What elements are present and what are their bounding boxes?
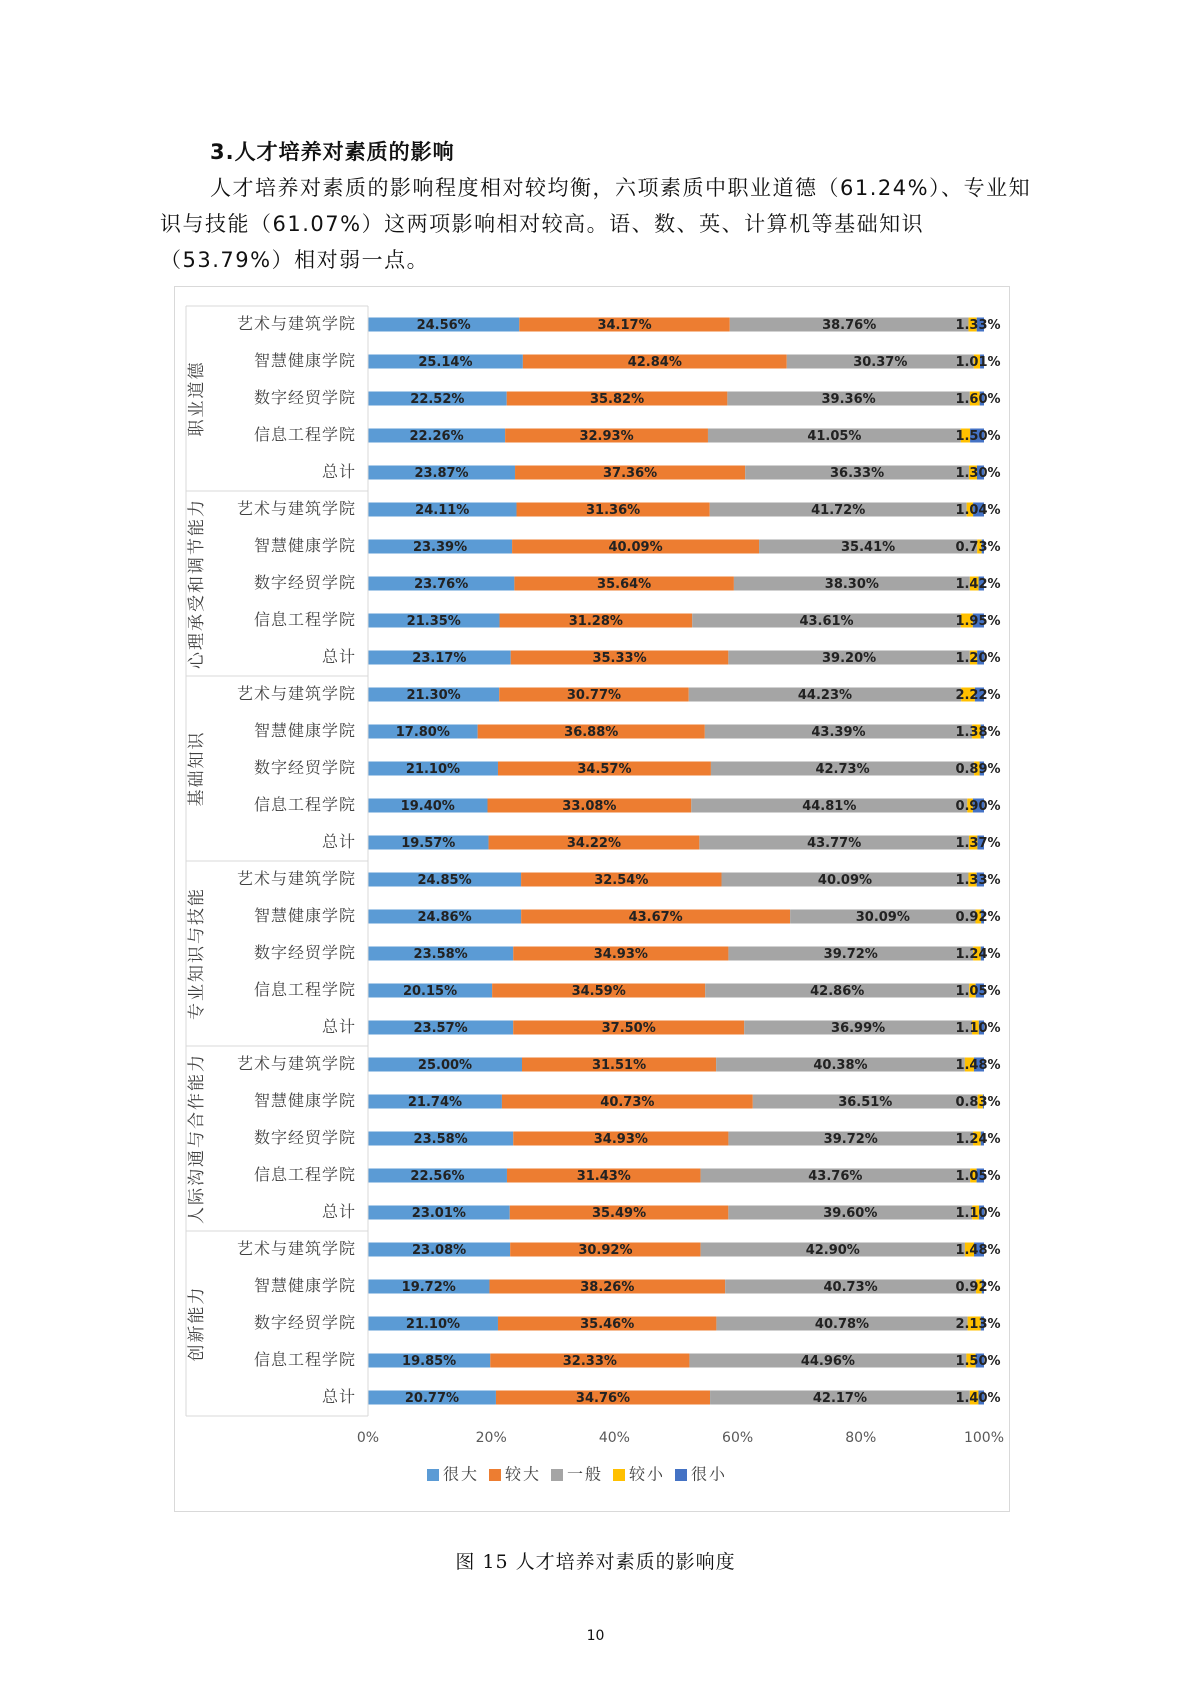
group-label: 职业道德 [187,360,207,437]
data-label: 42.73% [815,762,870,777]
group-label: 心理承受和调节能力 [187,498,207,669]
data-label: 0.83% [955,1095,1001,1110]
data-label: 23.17% [412,651,467,666]
data-label: 35.41% [841,540,896,555]
data-label: 35.33% [592,651,647,666]
data-label: 23.58% [413,947,468,962]
data-label: 23.08% [412,1243,467,1258]
data-label: 1.42% [955,577,1001,592]
x-tick-label: 40% [598,1430,630,1446]
row-category-label: 智慧健康学院 [253,906,356,925]
data-label: 34.57% [577,762,632,777]
data-label: 25.00% [417,1058,473,1073]
row-category-label: 总计 [321,647,356,666]
data-label: 40.09% [817,873,873,888]
data-label: 1.40% [955,1391,1001,1406]
data-label: 24.85% [417,873,472,888]
data-label: 31.43% [576,1169,631,1184]
data-label: 40.73% [600,1095,655,1110]
data-label: 44.23% [797,688,853,703]
data-label: 1.30% [955,466,1001,481]
data-label: 40.09% [608,540,663,555]
data-label: 22.56% [410,1169,465,1184]
data-label: 34.93% [593,947,648,962]
data-label: 1.20% [955,651,1001,666]
data-label: 34.76% [575,1391,631,1406]
data-label: 1.48% [955,1058,1001,1073]
data-label: 30.09% [855,910,910,925]
data-label: 43.67% [628,910,683,925]
data-label: 1.48% [955,1243,1001,1258]
group-label: 专业知识与技能 [187,887,207,1020]
row-category-label: 智慧健康学院 [253,1091,356,1110]
data-label: 25.14% [418,355,473,370]
data-label: 21.10% [405,762,461,777]
data-label: 44.96% [800,1354,855,1369]
data-label: 42.90% [805,1243,860,1258]
data-label: 42.86% [810,984,865,999]
data-label: 1.01% [955,355,1001,370]
data-label: 38.30% [824,577,879,592]
legend-swatch-一般 [551,1469,563,1481]
data-label: 39.60% [823,1206,878,1221]
data-label: 19.57% [401,836,456,851]
legend-label: 很大 [443,1464,480,1484]
x-tick-label: 0% [356,1430,380,1446]
figure-chart-frame [174,286,1010,1512]
data-label: 44.81% [802,799,857,814]
data-label: 23.57% [413,1021,468,1036]
data-label: 2.13% [955,1317,1001,1332]
data-label: 40.38% [813,1058,868,1073]
data-label: 36.51% [838,1095,893,1110]
data-label: 30.77% [566,688,622,703]
row-category-label: 信息工程学院 [253,980,356,999]
row-category-label: 数字经贸学院 [253,758,356,777]
data-label: 36.88% [564,725,619,740]
data-label: 24.56% [416,318,471,333]
legend-label: 较大 [505,1464,542,1484]
x-tick-label: 100% [963,1430,1005,1446]
data-label: 23.58% [413,1132,468,1147]
row-category-label: 艺术与建筑学院 [236,869,356,888]
data-label: 42.84% [627,355,682,370]
data-label: 40.78% [814,1317,870,1332]
row-category-label: 智慧健康学院 [253,721,356,740]
data-label: 1.33% [955,873,1001,888]
data-label: 36.99% [831,1021,886,1036]
data-label: 43.76% [808,1169,863,1184]
row-category-label: 智慧健康学院 [253,536,356,555]
data-label: 34.59% [571,984,626,999]
row-category-label: 数字经贸学院 [253,1128,356,1147]
data-label: 1.38% [955,725,1001,740]
data-label: 22.52% [410,392,465,407]
row-category-label: 艺术与建筑学院 [236,1239,356,1258]
group-label: 基础知识 [187,730,207,807]
data-label: 31.36% [586,503,641,518]
data-label: 30.37% [853,355,908,370]
data-label: 1.10% [955,1206,1001,1221]
data-label: 31.51% [591,1058,647,1073]
data-label: 20.77% [404,1391,460,1406]
data-label: 2.22% [955,688,1001,703]
data-label: 32.54% [594,873,649,888]
row-category-label: 数字经贸学院 [253,573,356,592]
data-label: 1.50% [955,429,1001,444]
row-category-label: 信息工程学院 [253,610,356,629]
legend-swatch-很大 [427,1469,439,1481]
data-label: 31.28% [568,614,623,629]
x-tick-label: 60% [722,1430,754,1446]
data-label: 0.90% [955,799,1001,814]
data-label: 24.86% [417,910,472,925]
row-category-label: 艺术与建筑学院 [236,499,356,518]
data-label: 1.05% [955,984,1001,999]
data-label: 21.74% [407,1095,463,1110]
data-label: 1.04% [955,503,1001,518]
data-label: 23.87% [414,466,469,481]
group-label: 人际沟通与合作能力 [187,1053,207,1224]
data-label: 33.08% [562,799,617,814]
legend-swatch-较小 [613,1469,625,1481]
section-paragraph: 人才培养对素质的影响程度相对较均衡，六项素质中职业道德（61.24%）、专业知识与技能（61.07%）这两项影响相对较高。语、数、英、计算机等基础知识（53.79%）相对弱一点。 [160,176,1032,272]
data-label: 41.05% [807,429,862,444]
data-label: 39.36% [821,392,876,407]
row-category-label: 总计 [321,832,356,851]
row-category-label: 艺术与建筑学院 [236,1054,356,1073]
data-label: 23.39% [412,540,468,555]
row-category-label: 智慧健康学院 [253,1276,356,1295]
data-label: 34.22% [566,836,622,851]
data-label: 32.93% [579,429,634,444]
page-number: 10 [586,1628,605,1644]
data-label: 34.17% [597,318,652,333]
data-label: 0.92% [955,1280,1001,1295]
data-label: 30.92% [578,1243,633,1258]
data-label: 21.30% [406,688,461,703]
data-label: 32.33% [562,1354,617,1369]
data-label: 1.95% [955,614,1001,629]
data-label: 19.85% [402,1354,457,1369]
data-label: 34.93% [593,1132,648,1147]
row-category-label: 智慧健康学院 [253,351,356,370]
legend-label: 一般 [567,1464,604,1484]
row-category-label: 总计 [321,1017,356,1036]
data-label: 43.39% [811,725,866,740]
data-label: 39.72% [823,947,878,962]
data-label: 43.77% [807,836,862,851]
x-tick-label: 80% [845,1430,877,1446]
data-label: 1.33% [955,318,1001,333]
data-label: 40.73% [823,1280,878,1295]
data-label: 1.60% [955,392,1001,407]
data-label: 1.37% [955,836,1001,851]
data-label: 19.40% [400,799,455,814]
data-label: 37.50% [601,1021,656,1036]
data-label: 21.35% [406,614,461,629]
data-label: 1.05% [955,1169,1001,1184]
group-label: 创新能力 [187,1285,207,1362]
row-category-label: 艺术与建筑学院 [236,684,356,703]
row-category-label: 信息工程学院 [253,1350,356,1369]
row-category-label: 总计 [321,462,356,481]
legend-swatch-较大 [489,1469,501,1481]
data-label: 1.24% [955,947,1001,962]
data-label: 41.72% [811,503,866,518]
data-label: 36.33% [829,466,885,481]
row-category-label: 信息工程学院 [253,425,356,444]
data-label: 0.73% [955,540,1001,555]
data-label: 39.72% [823,1132,878,1147]
row-category-label: 信息工程学院 [253,1165,356,1184]
row-category-label: 艺术与建筑学院 [236,314,356,333]
row-category-label: 总计 [321,1387,356,1406]
data-label: 19.72% [401,1280,456,1295]
data-label: 1.24% [955,1132,1001,1147]
stacked-bar-chart [175,287,1009,1511]
data-label: 22.26% [409,429,464,444]
data-label: 23.01% [411,1206,466,1221]
section-heading: 3.人才培养对素质的影响 [210,140,455,164]
data-label: 35.82% [589,392,645,407]
data-label: 42.17% [812,1391,868,1406]
data-label: 21.10% [405,1317,461,1332]
data-label: 0.92% [955,910,1001,925]
figure-caption: 图 15 人才培养对素质的影响度 [455,1551,736,1573]
data-label: 35.49% [591,1206,647,1221]
row-category-label: 信息工程学院 [253,795,356,814]
data-label: 1.10% [955,1021,1001,1036]
row-category-label: 数字经贸学院 [253,943,356,962]
data-label: 37.36% [603,466,658,481]
data-label: 38.76% [822,318,877,333]
row-category-label: 总计 [321,1202,356,1221]
legend-label: 很小 [691,1464,728,1484]
data-label: 35.64% [597,577,652,592]
legend-swatch-很小 [675,1469,687,1481]
legend-label: 较小 [629,1464,666,1484]
data-label: 17.80% [395,725,450,740]
data-label: 38.26% [580,1280,635,1295]
data-label: 35.46% [580,1317,635,1332]
x-tick-label: 20% [475,1430,507,1446]
row-category-label: 数字经贸学院 [253,388,356,407]
data-label: 39.20% [822,651,877,666]
data-label: 20.15% [402,984,458,999]
data-label: 0.89% [955,762,1001,777]
data-label: 23.76% [414,577,469,592]
data-label: 43.61% [799,614,854,629]
data-label: 1.50% [955,1354,1001,1369]
data-label: 24.11% [415,503,470,518]
row-category-label: 数字经贸学院 [253,1313,356,1332]
